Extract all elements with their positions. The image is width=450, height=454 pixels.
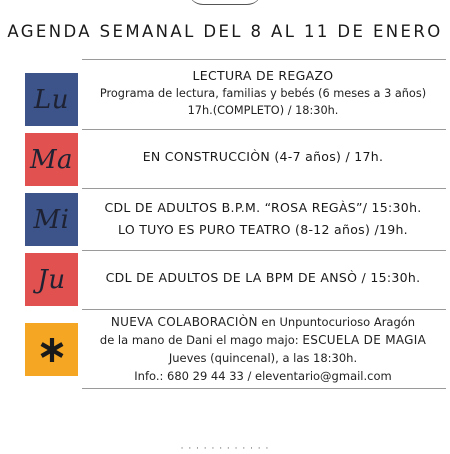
event-title: LECTURA DE REGAZO: [192, 68, 334, 83]
event-miercoles: [84, 191, 442, 247]
divider-line: [82, 388, 446, 389]
special-text: de la mano de Dani el mago majo:: [99, 333, 303, 347]
day-badge-mi: [25, 193, 78, 246]
asterisk-icon: [37, 335, 67, 365]
day-badge-ju: [25, 253, 78, 306]
day-badge-lu: [25, 73, 78, 126]
day-badge-ma: [25, 133, 78, 186]
special-text: en Unpuntocurioso Aragón: [257, 315, 416, 329]
divider-line: [82, 59, 446, 60]
special-badge: [25, 323, 78, 376]
day-abbr: Mi: [33, 204, 70, 235]
special-line-3: Jueves (quincenal), a las 18:30h.: [168, 351, 358, 365]
top-decoration-arc: [188, 0, 262, 5]
special-highlight: NUEVA COLABORACIÒN: [110, 315, 258, 329]
event-lunes: [84, 63, 442, 123]
footer-text-cut-off: · · · · · · · · · · · ·: [180, 444, 270, 454]
event-jueves: [84, 251, 442, 305]
event-martes: [84, 130, 442, 184]
event-times: 17h.(COMPLETO) / 18:30h.: [187, 104, 339, 117]
divider-line: [82, 188, 446, 189]
event-title: EN CONSTRUCCIÒN (4-7 años) / 17h.: [142, 149, 384, 164]
special-highlight: ESCUELA DE MAGIA: [302, 333, 427, 347]
special-contact: Info.: 680 29 44 33 / eleventario@gmail.com: [134, 369, 392, 383]
page-title: AGENDA SEMANAL DEL 8 AL 11 DE ENERO: [7, 22, 443, 41]
event-description: Programa de lectura, familias y bebés (6 meses a 3 años): [99, 87, 427, 100]
event-title: LO TUYO ES PURO TEATRO (8-12 años) /19h.: [118, 222, 408, 237]
day-abbr: Ju: [37, 264, 66, 295]
event-title: CDL DE ADULTOS DE LA BPM DE ANSÒ / 15:30h.: [105, 270, 421, 285]
divider-line: [82, 309, 446, 310]
special-line-1: [111, 313, 415, 331]
event-special: [84, 311, 442, 387]
day-abbr: Lu: [33, 84, 69, 115]
event-title: CDL DE ADULTOS B.P.M. “ROSA REGÀS”/ 15:30h.: [104, 200, 422, 215]
special-line-2: [100, 331, 426, 349]
day-abbr: Ma: [29, 144, 74, 175]
